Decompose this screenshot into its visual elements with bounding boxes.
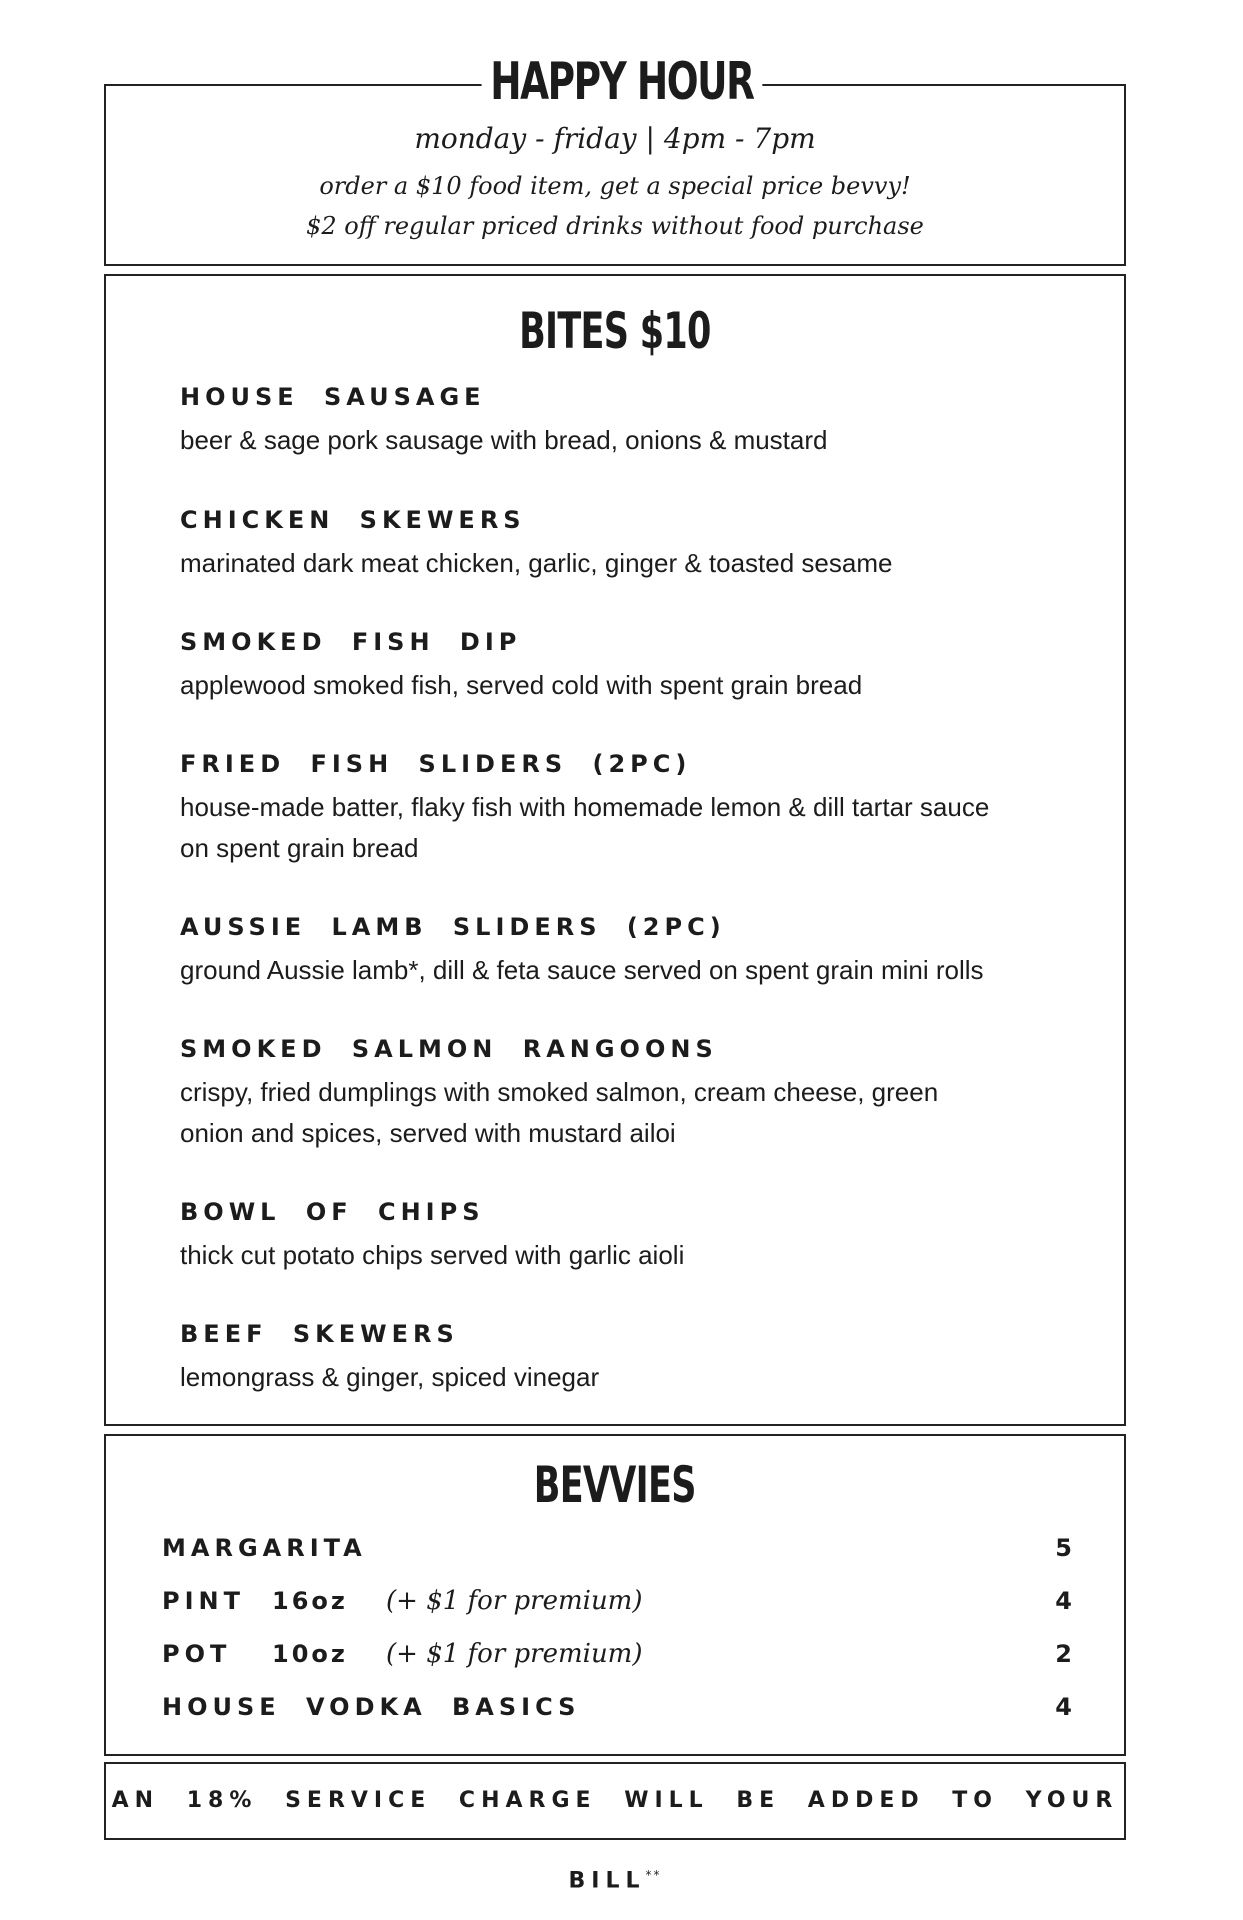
menu-item: [180, 505, 1100, 584]
bevvies-title: BEVVIES: [533, 1456, 697, 1514]
menu-item-desc: beer & sage pork sausage with bread, onions & mustard: [180, 425, 828, 455]
menu-item-desc: ground Aussie lamb*, dill & feta sauce served on spent grain mini rolls: [180, 955, 984, 985]
drink-price: 4: [1055, 1693, 1072, 1721]
bites-section: [104, 274, 1126, 1426]
drink-size: 10oz: [272, 1640, 348, 1668]
happy-hour-offer: order a $10 food item, get a special price bevvy!: [319, 172, 911, 200]
bites-title-wrap: [106, 302, 1124, 360]
menu-item: [180, 1197, 1100, 1276]
drink-name: POT: [162, 1640, 232, 1668]
bevvies-title-wrap: [106, 1456, 1124, 1514]
drink-row: [162, 1528, 1072, 1568]
bites-title: BITES $10: [519, 302, 711, 360]
happy-hour-title: HAPPY HOUR: [481, 48, 762, 116]
menu-item-name: SMOKED SALMON RANGOONS: [180, 1035, 718, 1063]
drink-row: [162, 1687, 1072, 1727]
drink-row: [162, 1634, 1072, 1674]
happy-hour-discount: $2 off regular priced drinks without food purchase: [306, 212, 924, 240]
menu-item-name: HOUSE SAUSAGE: [180, 383, 486, 411]
service-charge-mark: **: [645, 1868, 662, 1882]
menu-item: [180, 627, 1100, 706]
happy-hour-days: monday - friday | 4pm - 7pm: [414, 122, 816, 155]
menu-item-name: AUSSIE LAMB SLIDERS (2PC): [180, 913, 726, 941]
drink-note: (+ $1 for premium): [386, 1639, 643, 1669]
menu-item-desc: crispy, fried dumplings with smoked salmon, cream cheese, green onion and spices, served with mustard ailoi: [180, 1077, 939, 1148]
service-charge-text: AN 18% SERVICE CHARGE WILL BE ADDED TO YOUR BILL: [111, 1788, 1119, 1894]
menu-item-desc: applewood smoked fish, served cold with spent grain bread: [180, 670, 863, 700]
menu-item-desc: lemongrass & ginger, spiced vinegar: [180, 1362, 600, 1392]
menu-item-desc: thick cut potato chips served with garlic aioli: [180, 1240, 685, 1270]
drink-price: 2: [1055, 1640, 1072, 1668]
drink-note: (+ $1 for premium): [386, 1586, 643, 1616]
menu-item-name: BOWL OF CHIPS: [180, 1198, 485, 1226]
menu-item: [180, 912, 1100, 991]
menu-item-desc: marinated dark meat chicken, garlic, ginger & toasted sesame: [180, 548, 893, 578]
menu-item-desc: house-made batter, flaky fish with homemade lemon & dill tartar sauce on spent grain bread: [180, 792, 990, 863]
menu-item: [180, 1034, 970, 1154]
drink-price: 4: [1055, 1587, 1072, 1615]
menu-item-name: SMOKED FISH DIP: [180, 628, 522, 656]
drink-name: PINT: [162, 1587, 245, 1615]
menu-item: [180, 749, 1010, 869]
drink-row: [162, 1581, 1072, 1621]
drink-name: HOUSE VODKA BASICS: [162, 1693, 581, 1721]
drink-size: 16oz: [272, 1587, 348, 1615]
happy-hour-title-wrap: [0, 48, 1243, 116]
menu-item: [180, 382, 1100, 461]
bevvies-section: [104, 1434, 1126, 1756]
service-charge-box: [104, 1762, 1126, 1894]
menu-item-name: BEEF SKEWERS: [180, 1320, 459, 1348]
menu-item-name: CHICKEN SKEWERS: [180, 506, 526, 534]
menu-item-name: FRIED FISH SLIDERS (2PC): [180, 750, 692, 778]
drink-name: MARGARITA: [162, 1534, 367, 1562]
drink-price: 5: [1055, 1534, 1072, 1562]
service-charge-note: [106, 1764, 1124, 1918]
menu-item: [180, 1319, 1100, 1398]
